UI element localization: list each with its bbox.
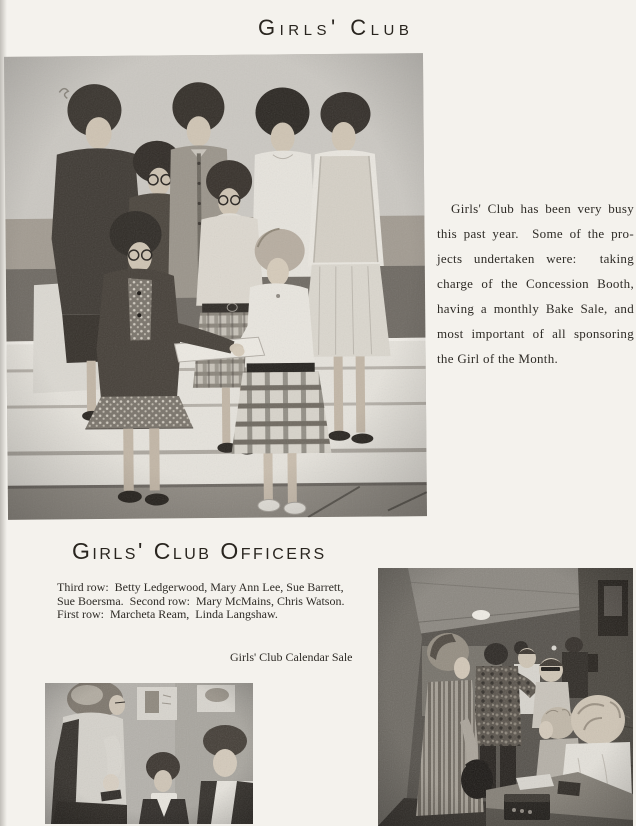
- description-line: this past year. Some of the pro-: [437, 226, 634, 241]
- officers-heading: Girls' Club Officers: [72, 538, 327, 564]
- description-line: most important of all sponsoring: [437, 326, 634, 341]
- description-line: the Girl of the Month.: [437, 351, 559, 366]
- calendar-sale-caption: Girls' Club Calendar Sale: [230, 650, 353, 664]
- description-line: jects undertaken were: taking: [437, 251, 634, 266]
- officers-caption: [57, 581, 344, 622]
- officers-caption-line: Third row: Betty Ledgerwood, Mary Ann Lee, Sue Barrett,: [57, 580, 344, 594]
- students-snapshot-photo: [45, 683, 253, 824]
- page-title: Girls' Club: [258, 15, 414, 40]
- calendar-sale-photo: [378, 568, 633, 826]
- description-line: charge of the Concession Booth,: [437, 276, 634, 291]
- description-line: Girls' Club has been very busy: [451, 201, 634, 216]
- girls-club-group-photo: [4, 53, 427, 520]
- officers-caption-line: First row: Marcheta Ream, Linda Langshaw.: [57, 607, 278, 621]
- officers-caption-line: Sue Boersma. Second row: Mary McMains, Chris Watson.: [57, 593, 345, 608]
- club-description: [437, 196, 634, 371]
- description-line: having a monthly Bake Sale, and: [437, 301, 634, 316]
